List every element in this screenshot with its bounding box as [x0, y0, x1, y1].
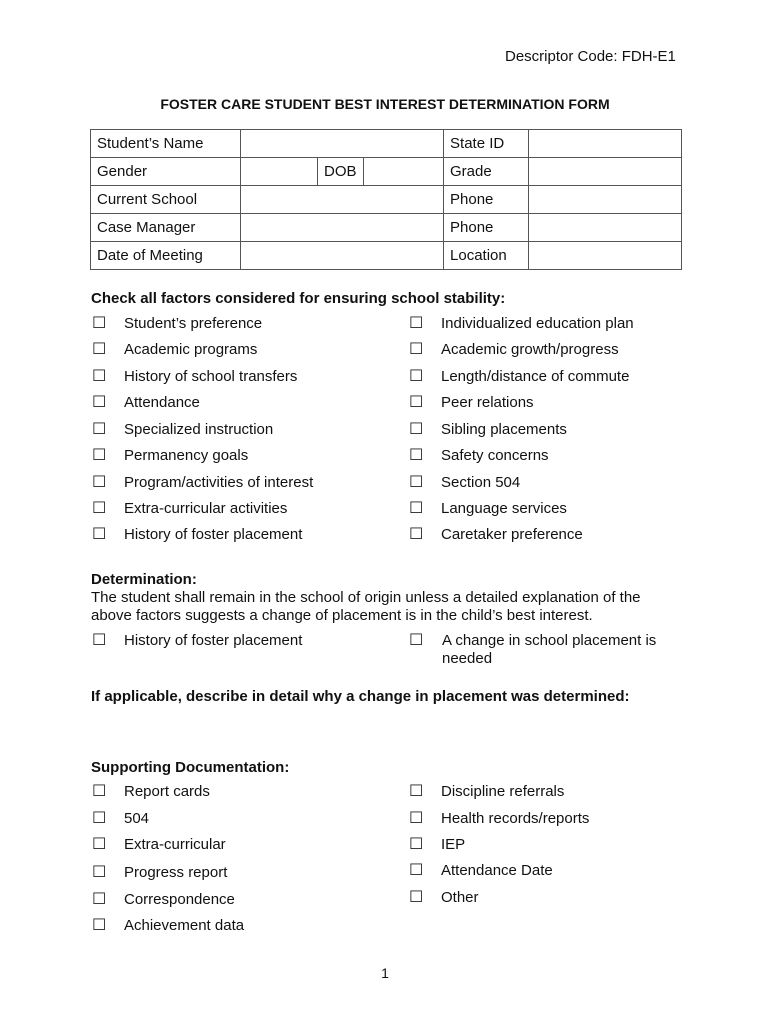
factor-student-s-preference-checkbox[interactable]: ☐ [92, 315, 107, 332]
remain-checkbox[interactable]: ☐ [92, 632, 107, 649]
doc-iep-label: IEP [441, 836, 466, 853]
factor-specialized-instruction-checkbox[interactable]: ☐ [92, 421, 107, 438]
factor-attendance-label: Attendance [124, 394, 200, 411]
factor-academic-growth-progress-label: Academic growth/progress [441, 341, 619, 358]
factor-permanency-goals-label: Permanency goals [124, 447, 249, 464]
determination-text-line-1: The student shall remain in the school of origin unless a detailed explanation of the [91, 589, 641, 606]
factor-language-services-checkbox[interactable]: ☐ [409, 500, 424, 517]
dob-label: DOB [318, 158, 364, 186]
supporting-heading: Supporting Documentation: [91, 759, 290, 776]
factor-peer-relations-checkbox[interactable]: ☐ [409, 394, 424, 411]
dob-field[interactable] [364, 158, 444, 186]
form-title: FOSTER CARE STUDENT BEST INTEREST DETERMINATION FORM [160, 96, 610, 112]
factor-individualized-education-plan-label: Individualized education plan [441, 315, 634, 332]
factor-peer-relations-label: Peer relations [441, 394, 534, 411]
factor-length-distance-of-commute-checkbox[interactable]: ☐ [409, 368, 424, 385]
factor-safety-concerns-checkbox[interactable]: ☐ [409, 447, 424, 464]
table-row [91, 158, 682, 186]
case-manager-phone-label: Phone [444, 214, 529, 242]
factor-history-of-foster-placement-checkbox[interactable]: ☐ [92, 526, 107, 543]
factor-student-s-preference-label: Student’s preference [124, 315, 263, 332]
factor-history-of-school-transfers-checkbox[interactable]: ☐ [92, 368, 107, 385]
doc-report-cards-label: Report cards [124, 783, 210, 800]
table-row [91, 186, 682, 214]
doc-attendance-date-checkbox[interactable]: ☐ [409, 862, 424, 879]
factor-sibling-placements-checkbox[interactable]: ☐ [409, 421, 424, 438]
doc-extra-curricular-checkbox[interactable]: ☐ [92, 836, 107, 853]
doc-correspondence-checkbox[interactable]: ☐ [92, 891, 107, 908]
stability-heading: Check all factors considered for ensuring school stability: [91, 290, 506, 307]
doc-504-checkbox[interactable]: ☐ [92, 810, 107, 827]
state-id-label: State ID [444, 130, 529, 158]
location-field[interactable] [529, 242, 682, 270]
phone-field[interactable] [529, 186, 682, 214]
doc-report-cards-checkbox[interactable]: ☐ [92, 783, 107, 800]
doc-other-label: Other [441, 889, 479, 906]
doc-discipline-referrals-label: Discipline referrals [441, 783, 565, 800]
factor-length-distance-of-commute-label: Length/distance of commute [441, 368, 630, 385]
determination-heading: Determination: [91, 571, 197, 588]
grade-label: Grade [444, 158, 529, 186]
doc-other-checkbox[interactable]: ☐ [409, 889, 424, 906]
date-of-meeting-label: Date of Meeting [91, 242, 241, 270]
factor-extra-curricular-activities-checkbox[interactable]: ☐ [92, 500, 107, 517]
table-row [91, 130, 682, 158]
students-name-field[interactable] [241, 130, 444, 158]
doc-achievement-data-checkbox[interactable]: ☐ [92, 917, 107, 934]
factor-caretaker-preference-label: Caretaker preference [441, 526, 583, 543]
factor-caretaker-preference-checkbox[interactable]: ☐ [409, 526, 424, 543]
factor-program-activities-of-interest-checkbox[interactable]: ☐ [92, 474, 107, 491]
current-school-field[interactable] [241, 186, 444, 214]
case-manager-phone-field[interactable] [529, 214, 682, 242]
case-manager-field[interactable] [241, 214, 444, 242]
gender-field[interactable] [241, 158, 318, 186]
student-info-table [90, 129, 682, 270]
table-row [91, 214, 682, 242]
factor-language-services-label: Language services [441, 500, 567, 517]
location-label: Location [444, 242, 529, 270]
change-option-label: A change in school placement is needed [442, 632, 657, 667]
phone-label: Phone [444, 186, 529, 214]
describe-response-area[interactable] [91, 710, 681, 755]
doc-progress-report-checkbox[interactable]: ☐ [92, 864, 107, 881]
factor-program-activities-of-interest-label: Program/activities of interest [124, 474, 314, 491]
students-name-label: Student’s Name [91, 130, 241, 158]
doc-iep-checkbox[interactable]: ☐ [409, 836, 424, 853]
page-number: 1 [381, 965, 389, 981]
factor-sibling-placements-label: Sibling placements [441, 421, 567, 438]
doc-achievement-data-label: Achievement data [124, 917, 245, 934]
factor-section-504-label: Section 504 [441, 474, 521, 491]
doc-discipline-referrals-checkbox[interactable]: ☐ [409, 783, 424, 800]
doc-health-records-reports-label: Health records/reports [441, 810, 590, 827]
remain-option-label: History of foster placement [124, 632, 303, 649]
doc-extra-curricular-label: Extra-curricular [124, 836, 226, 853]
factor-section-504-checkbox[interactable]: ☐ [409, 474, 424, 491]
factor-permanency-goals-checkbox[interactable]: ☐ [92, 447, 107, 464]
factor-attendance-checkbox[interactable]: ☐ [92, 394, 107, 411]
determination-text-line-2: above factors suggests a change of placement is in the child’s best interest. [91, 607, 593, 624]
descriptor-code: Descriptor Code: FDH-E1 [505, 48, 676, 65]
doc-504-label: 504 [124, 810, 150, 827]
table-row [91, 242, 682, 270]
doc-attendance-date-label: Attendance Date [441, 862, 553, 879]
doc-health-records-reports-checkbox[interactable]: ☐ [409, 810, 424, 827]
factor-history-of-foster-placement-label: History of foster placement [124, 526, 303, 543]
current-school-label: Current School [91, 186, 241, 214]
state-id-field[interactable] [529, 130, 682, 158]
change-checkbox[interactable]: ☐ [409, 632, 424, 649]
doc-correspondence-label: Correspondence [124, 891, 235, 908]
doc-progress-report-label: Progress report [124, 864, 228, 881]
factor-safety-concerns-label: Safety concerns [441, 447, 549, 464]
factor-academic-programs-label: Academic programs [124, 341, 258, 358]
factor-extra-curricular-activities-label: Extra-curricular activities [124, 500, 288, 517]
grade-field[interactable] [529, 158, 682, 186]
factor-specialized-instruction-label: Specialized instruction [124, 421, 274, 438]
case-manager-label: Case Manager [91, 214, 241, 242]
factor-academic-growth-progress-checkbox[interactable]: ☐ [409, 341, 424, 358]
gender-label: Gender [91, 158, 241, 186]
factor-academic-programs-checkbox[interactable]: ☐ [92, 341, 107, 358]
describe-heading: If applicable, describe in detail why a change in placement was determined: [91, 688, 630, 705]
date-of-meeting-field[interactable] [241, 242, 444, 270]
factor-history-of-school-transfers-label: History of school transfers [124, 368, 298, 385]
factor-individualized-education-plan-checkbox[interactable]: ☐ [409, 315, 424, 332]
